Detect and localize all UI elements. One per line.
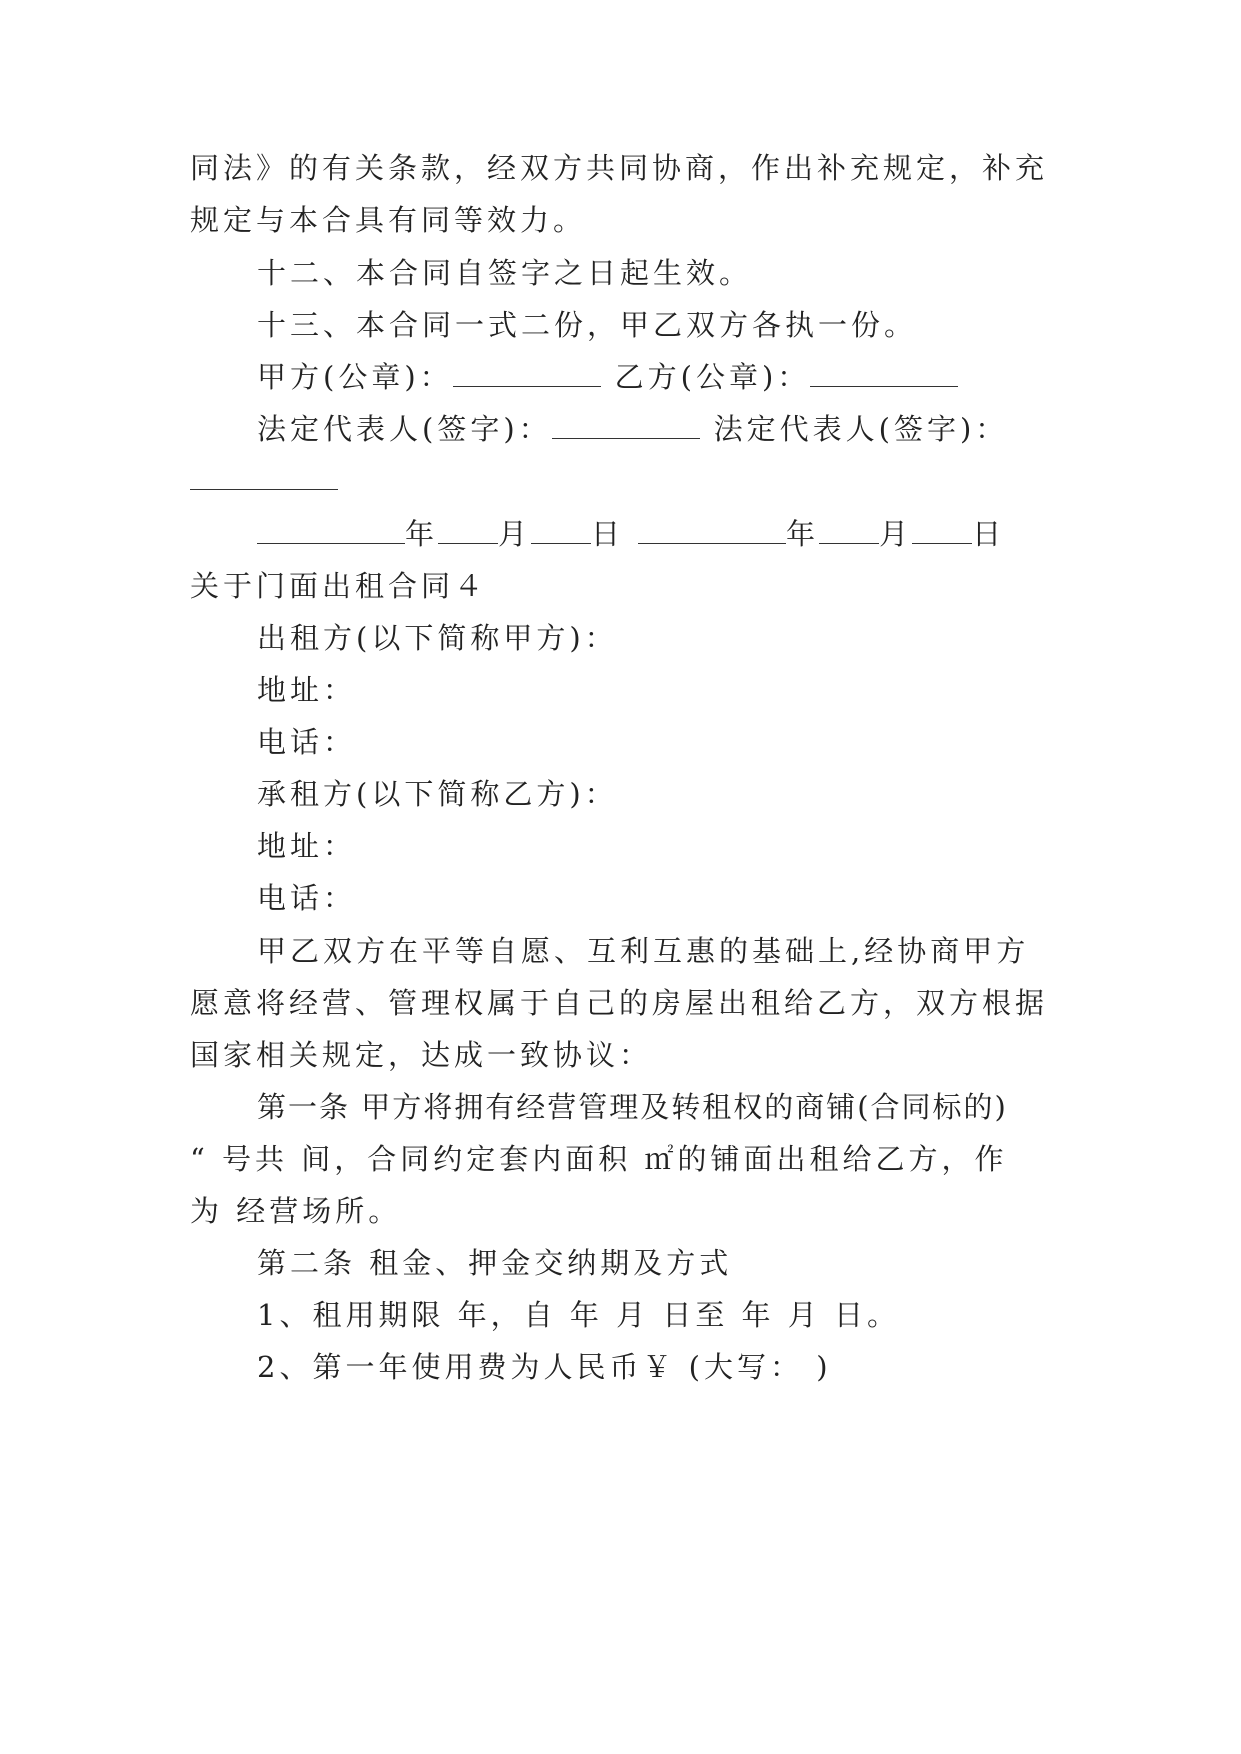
party-seal-line (257, 357, 1117, 397)
article-1-line: “ 号共 间，合同约定套内面积 ㎡的铺面出租给乙方，作 (190, 1142, 1008, 1176)
year-b-blank (638, 515, 786, 544)
clause-12: 十二、本合同自签字之日起生效。 (257, 256, 753, 290)
year-a-label: 年 (405, 517, 439, 551)
month-a-blank (438, 515, 498, 544)
lessee-address: 地址： (257, 829, 357, 863)
date-line (257, 514, 1117, 554)
rep-b-blank-line (190, 460, 1050, 500)
section-title: 关于门面出租合同４ (190, 569, 488, 603)
rep-a-label: 法定代表人(签字)： (257, 412, 552, 446)
article-1-line: 第一条 甲方将拥有经营管理及转租权的商铺(合同标的) (257, 1090, 1008, 1124)
lessee-line: 承租方(以下简称乙方)： (257, 777, 618, 811)
rep-a-blank (552, 410, 700, 439)
day-a-blank (531, 515, 591, 544)
party-a-seal-blank (453, 358, 601, 387)
article-1-line: 为 经营场所。 (190, 1194, 402, 1228)
party-a-seal-label: 甲方(公章)： (257, 360, 453, 394)
year-b-label: 年 (786, 517, 820, 551)
paragraph-line: 国家相关规定，达成一致协议： (190, 1038, 653, 1072)
representative-line (257, 409, 1117, 449)
month-a-label: 月 (498, 517, 532, 551)
lessor-address: 地址： (257, 673, 357, 707)
lessor-line: 出租方(以下简称甲方)： (257, 621, 618, 655)
day-b-blank (912, 515, 972, 544)
party-b-seal-label: 乙方(公章)： (614, 360, 811, 394)
party-b-seal-blank (810, 358, 958, 387)
day-b-label: 日 (972, 517, 1006, 551)
paragraph-line: 愿意将经营、管理权属于自己的房屋出租给乙方，双方根据 (190, 986, 1049, 1020)
rep-b-label: 法定代表人(签字)： (713, 412, 1009, 446)
clause-13: 十三、本合同一式二份，甲乙双方各执一份。 (257, 308, 918, 342)
article-2-item-1: 1、租用期限 年，自 年 月 日至 年 月 日。 (257, 1298, 900, 1332)
paragraph-line: 规定与本合具有同等效力。 (190, 203, 587, 237)
paragraph-line: 甲乙双方在平等自愿、互利互惠的基础上,经协商甲方 (257, 934, 1030, 968)
article-2-heading: 第二条 租金、押金交纳期及方式 (257, 1246, 733, 1280)
day-a-label: 日 (591, 517, 625, 551)
lessee-phone: 电话： (257, 881, 357, 915)
lessor-phone: 电话： (257, 725, 357, 759)
rep-b-blank (190, 461, 338, 490)
year-a-blank (257, 515, 405, 544)
article-2-item-2: 2、第一年使用费为人民币￥ (大写： ) (257, 1350, 832, 1384)
paragraph-line: 同法》的有关条款，经双方共同协商，作出补充规定，补充 (190, 151, 1049, 185)
month-b-blank (819, 515, 879, 544)
month-b-label: 月 (879, 517, 913, 551)
